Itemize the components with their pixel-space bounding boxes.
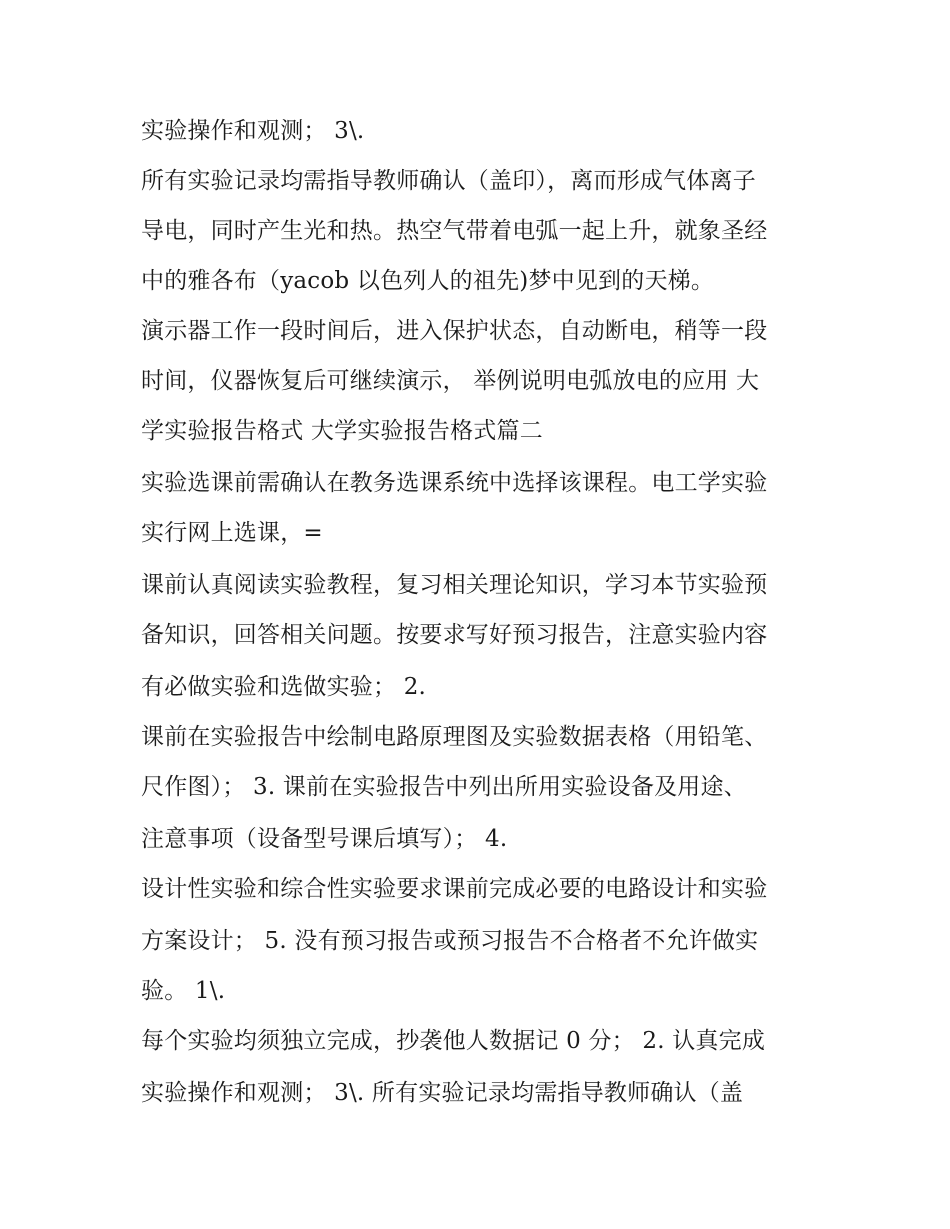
text-line: 实验操作和观测； 3\. 所有实验记录均需指导教师确认（盖 [141,1080,744,1106]
text-line: 实验选课前需确认在教务选课系统中选择该课程。电工学实验 [141,470,768,496]
text-line: 时间，仪器恢复后可继续演示， 举例说明电弧放电的应用 大 [141,368,760,394]
text-line: 验。 1\. [141,978,226,1004]
text-line: 有必做实验和选做实验； 2. [141,674,427,700]
text-line: 设计性实验和综合性实验要求课前完成必要的电路设计和实验 [141,876,768,902]
text-line: 所有实验记录均需指导教师确认（盖印），离而形成气体离子 [141,168,756,194]
text-line: 演示器工作一段时间后，进入保护状态，自动断电，稍等一段 [141,318,768,344]
text-line: 方案设计； 5. 没有预习报告或预习报告不合格者不允许做实 [141,928,759,954]
text-line: 导电，同时产生光和热。热空气带着电弧一起上升，就象圣经 [141,218,768,244]
text-line: 注意事项（设备型号课后填写）； 4. [141,826,508,852]
text-line: 中的雅各布（yacob 以色列人的祖先)梦中见到的天梯。 [141,268,715,294]
text-line: 尺作图）； 3. 课前在实验报告中列出所用实验设备及用途、 [141,774,747,800]
text-line: 实行网上选课，= [141,520,323,546]
text-line: 每个实验均须独立完成，抄袭他人数据记 0 分； 2. 认真完成 [141,1028,766,1054]
text-line: 实验操作和观测； 3\. [141,118,365,144]
text-line: 课前在实验报告中绘制电路原理图及实验数据表格（用铅笔、 [141,724,768,750]
text-line: 学实验报告格式 大学实验报告格式篇二 [141,418,543,444]
text-line: 备知识，回答相关问题。按要求写好预习报告，注意实验内容 [141,622,768,648]
text-line: 课前认真阅读实验教程，复习相关理论知识，学习本节实验预 [141,572,768,598]
